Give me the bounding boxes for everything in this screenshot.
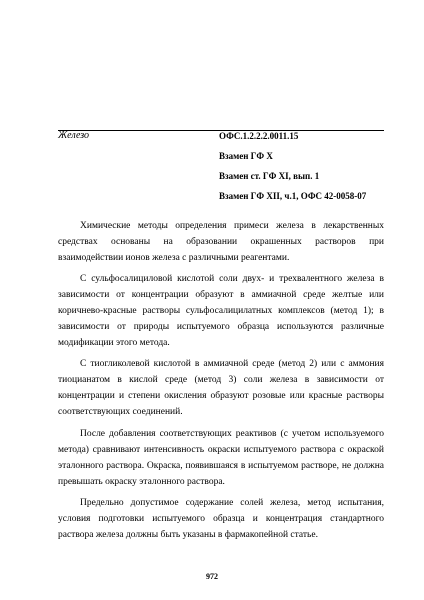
paragraph: С тиогликолевой кислотой в аммиачной среде (метод 2) или с аммония тиоцианатом в кислой среде (метод 3) соли железа в зависимости от концентрации и степени окисления образуют розовые или красные растворы соответствующих соединений. — [58, 359, 384, 417]
monograph-title: Железо — [58, 130, 90, 141]
body-text — [58, 218, 384, 548]
replaces-line: Взамен ст. ГФ XI, вып. 1 — [219, 171, 320, 181]
paragraph: Химические методы определения примеси железа в лекарственных средствах основаны на образовании окрашенных растворов при взаимодействии ионов железа с различными реагентами. — [58, 221, 384, 263]
paragraph: Предельно допустимое содержание солей железа, метод испытания, условия подготовки испытуемого образца и концентрация стандартного раствора железа должны быть указаны в фармакопейной статье. — [58, 498, 384, 540]
paragraph: С сульфосалициловой кислотой соли двух- и трехвалентного железа в зависимости от концентрации образуют в аммиачной среде желтые или коричнево-красные растворы сульфосалицилатных комплексов (метод 1); в зависимости от природы испытуемого образца используются различные модификации этого метода. — [58, 274, 384, 348]
monograph-code: ОФС.1.2.2.2.0011.15 — [219, 131, 299, 141]
replaces-line: Взамен ГФ X — [219, 151, 273, 161]
monograph-codes — [219, 130, 366, 210]
page-number: 972 — [206, 572, 218, 581]
replaces-line: Взамен ГФ XII, ч.1, ОФС 42-0058-07 — [219, 191, 367, 201]
paragraph: После добавления соответствующих реактивов (с учетом используемого метода) сравнивают интенсивность окраски испытуемого раствора с окраской эталонного раствора. Окраска, появившаяся в испытуемом растворе, не должна превышать окраску эталонного раствора. — [58, 429, 384, 487]
